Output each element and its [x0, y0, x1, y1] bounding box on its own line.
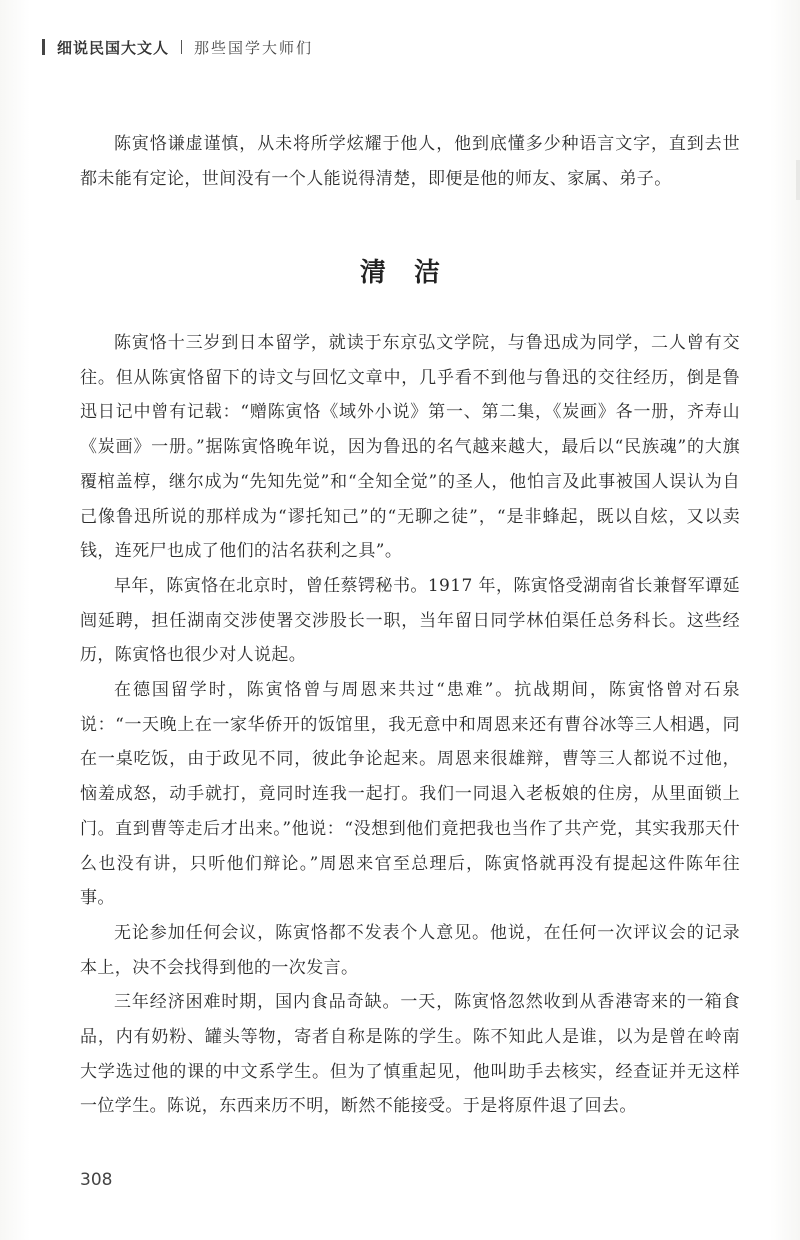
- chapter-title: 清洁: [359, 258, 468, 288]
- paragraph: 在德国留学时，陈寅恪曾与周恩来共过“患难”。抗战期间，陈寅恪曾对石泉说：“一天晚上在一家华侨开的饭馆里，我无意中和周恩来还有曹谷冰等三人相遇，同在一桌吃饭，由于政见不同，彼此争论起来。周恩来很雄辩，曹等三人都说不过他，恼羞成怒，动手就打，竟同时连我一起打。我们一同退入老板娘的住房，从里面锁上门。直到曹等走后才出来。”他说：“没想到他们竟把我也当作了共产党，其实我那天什么也没有讲，只听他们辩论。”周恩来官至总理后，陈寅恪就再没有提起这件陈年往事。: [80, 680, 740, 909]
- page-edge-shadow: [796, 160, 800, 200]
- book-title: 细说民国大文人: [57, 38, 170, 57]
- intro-paragraph: 陈寅恪谦虚谨慎，从未将所学炫耀于他人，他到底懂多少种语言文字，直到去世都未能有定论，世间没有一个人能说得清楚，即便是他的师友、家属、弟子。: [80, 134, 740, 189]
- paragraph: 早年，陈寅恪在北京时，曾任蔡锷秘书。1917 年，陈寅恪受湖南省长兼督军谭延闿延聘，担任湖南交涉使署交涉股长一职，当年留日同学林伯渠任总务科长。这些经历，陈寅恪也很少对人说起。: [80, 575, 740, 666]
- running-header: [42, 36, 313, 58]
- paragraph: 陈寅恪十三岁到日本留学，就读于东京弘文学院，与鲁迅成为同学，二人曾有交往。但从陈寅恪留下的诗文与回忆文章中，几乎看不到他与鲁迅的交往经历，倒是鲁迅日记中曾有记载：“赠陈寅恪《域外小说》第一、第二集，《炭画》各一册，齐寿山《炭画》一册。”据陈寅恪晚年说，因为鲁迅的名气越来越大，最后以“民族魂”的大旗覆棺盖椁，继尔成为“先知先觉”和“全知全觉”的圣人，他怕言及此事被国人误认为自己像鲁迅所说的那样成为“谬托知己”的“无聊之徒”，“是非蜂起，既以自炫，又以卖钱，连死尸也成了他们的沽名获利之具”。: [80, 333, 740, 562]
- header-bar-mark: [42, 39, 45, 55]
- page-number: 308: [80, 1170, 113, 1190]
- intro-text-block: [80, 127, 740, 196]
- section-title: 那些国学大师们: [194, 38, 314, 57]
- header-separator: [181, 40, 182, 54]
- paragraph: 无论参加任何会议，陈寅恪都不发表个人意见。他说，在任何一次评议会的记录本上，决不会找得到他的一次发言。: [80, 922, 740, 978]
- paragraph: 三年经济困难时期，国内食品奇缺。一天，陈寅恪忽然收到从香港寄来的一箱食品，内有奶粉、罐头等物，寄者自称是陈的学生。陈不知此人是谁，以为是曾在岭南大学选过他的课的中文系学生。但为了慎重起见，他叫助手去核实，经查证并无这样一位学生。陈说，东西来历不明，断然不能接受。于是将原件退了回去。: [80, 992, 740, 1117]
- main-text-block: [80, 326, 740, 1124]
